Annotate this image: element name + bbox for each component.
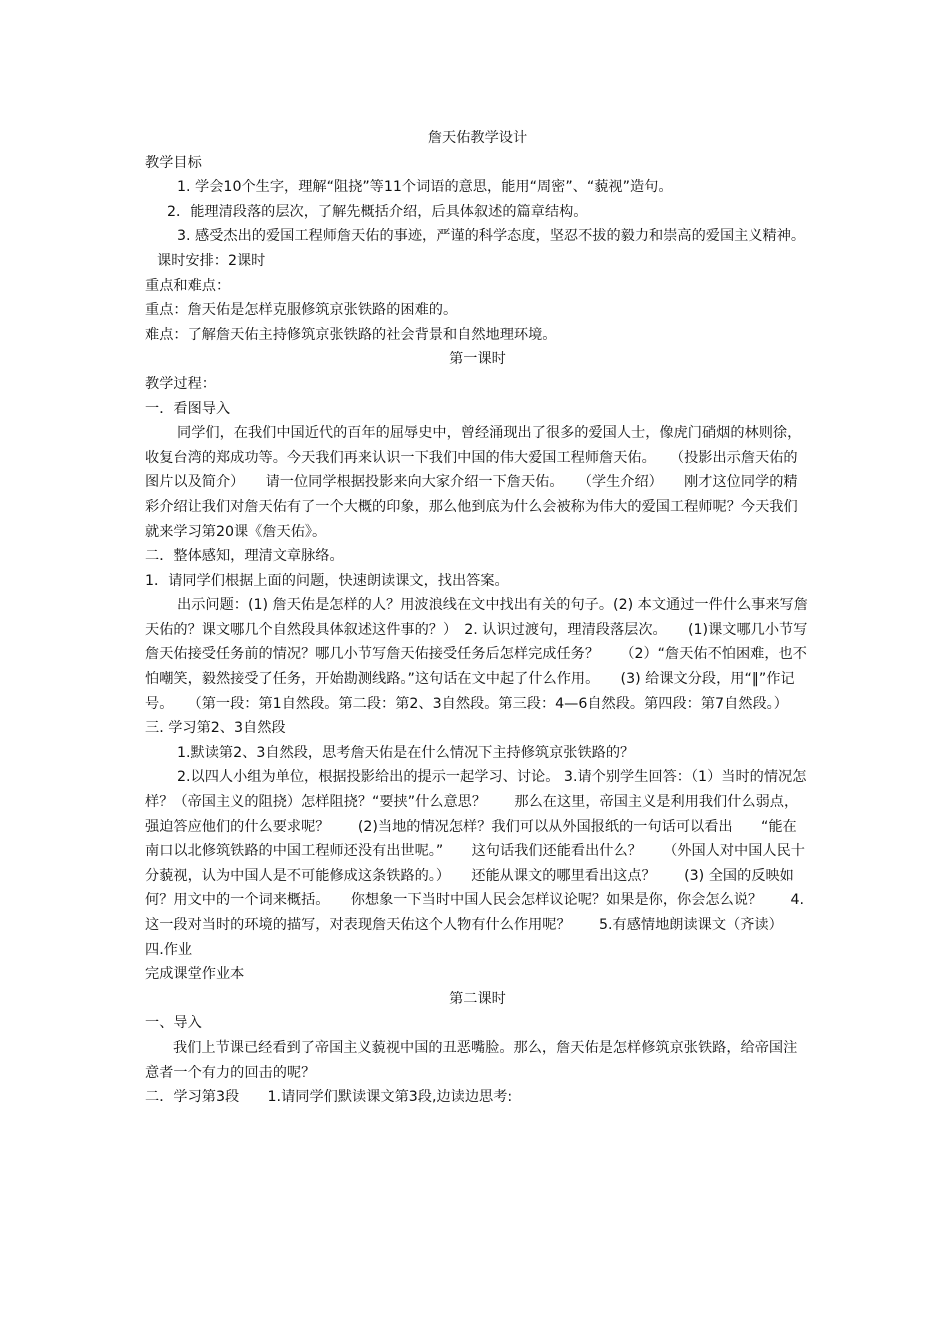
section-2-text: 出示问题：(1) 詹天佑是怎样的人？用波浪线在文中找出有关的句子。(2) 本文通过一件什么事来写詹天佑的？课文哪几个自然段具体叙述这件事的？） 2. 认识过渡句，理清段落层次。 (1)课文哪几小节写詹天佑接受任务前的情况？哪几小节写詹天佑接受任务后怎样完成任务？ （2）“詹天佑不怕困难，也不怕嘲笑，毅然接受了任务，开始勘测线路。”这句话在文中起了什么作用。 (3) 给课文分段，用“‖”作记号。 （第一段：第1自然段。第二段：第2、3自然段。第三段：4—6自然段。第四段：第7自然段。） 三. 学习第2、3自然段 (145, 597, 810, 737)
key-point: 重点：詹天佑是怎样克服修筑京张铁路的困难的。 (145, 302, 458, 319)
keypoints-heading: 重点和难点： (145, 277, 231, 294)
section-2-heading: 二．整体感知，理清文章脉络。 (145, 548, 344, 565)
section-3-text: 2.以四人小组为单位，根据投影给出的提示一起学习、讨论。 3.请个别学生回答：（1）当时的情况怎样？（帝国主义的阻挠）怎样阻挠？“要挟”什么意思？ 那么在这里，帝国主义是利用我们什么弱点，强迫答应他们的什么要求呢？ (2)当地的情况怎样？我们可以从外国报纸的一句话可以看出 “能在南口以北修筑铁路的中国工程师还没有出世呢。” 这句话我们还能看出什么？ （外国人对中国人民十分藐视，认为中国人是不可能修成这条铁路的。） 还能从课文的哪里看出这点？ (3) 全国的反映如何？用文中的一个词来概括。 你想象一下当时中国人民会怎样议论呢？如果是你，你会怎么说？ 4.这一段对当时的环境的描写，对表现詹天佑这个人物有什么作用呢？ 5.有感情地朗读课文（齐读） (145, 769, 807, 933)
section-4-heading: 四.作业 (145, 941, 193, 958)
difficult-point: 难点：了解詹天佑主持修筑京张铁路的社会背景和自然地理环境。 (145, 326, 557, 343)
document-title: 詹天佑教学设计 (427, 130, 528, 146)
schedule: 课时安排：2课时 (157, 252, 266, 269)
lesson-1-heading: 第一课时 (449, 351, 506, 368)
section-2-item-1: 1．请同学们根据上面的问题，快速朗读课文，找出答案。 (145, 572, 509, 589)
document-page (145, 126, 810, 1110)
lesson-2-section-1-text: 我们上节课已经看到了帝国主义藐视中国的丑恶嘴脸。那么，詹天佑是怎样修筑京张铁路，给帝国注意者一个有力的回击的呢？ (145, 1039, 798, 1081)
goal-1: 1. 学会10个生字，理解“阻挠”等11个词语的意思，能用“周密”、“藐视”造句。 (177, 179, 673, 196)
goals-heading: 教学目标 (145, 154, 202, 171)
section-4-text: 完成课堂作业本 (145, 966, 245, 983)
lesson-2-section-1-heading: 一、导入 (145, 1015, 202, 1032)
process-heading: 教学过程： (145, 375, 216, 392)
goal-2: 2．能理清段落的层次，了解先概括介绍，后具体叙述的篇章结构。 (167, 203, 588, 220)
section-1-heading: 一．看图导入 (145, 400, 231, 417)
lesson-2-heading: 第二课时 (449, 990, 506, 1007)
section-3-item-1: 1.默读第2、3自然段，思考詹天佑是在什么情况下主持修筑京张铁路的？ (177, 744, 635, 761)
goal-3: 3. 感受杰出的爱国工程师詹天佑的事迹，严谨的科学态度，坚忍不拔的毅力和崇高的爱国主义精神。 (177, 228, 806, 245)
lesson-2-section-2: 二．学习第3段 1.请同学们默读课文第3段,边读边思考: (145, 1089, 513, 1106)
section-1-text: 同学们，在我们中国近代的百年的屈辱史中，曾经涌现出了很多的爱国人士，像虎门硝烟的林则徐，收复台湾的郑成功等。今天我们再来认识一下我们中国的伟大爱国工程师詹天佑。 （投影出示詹天佑的图片以及简介） 请一位同学根据投影来向大家介绍一下詹天佑。 （学生介绍） 刚才这位同学的精彩介绍让我们对詹天佑有了一个大概的印象，那么他到底为什么会被称为伟大的爱国工程师呢？今天我们就来学习第20课《詹天佑》。 (145, 425, 802, 540)
